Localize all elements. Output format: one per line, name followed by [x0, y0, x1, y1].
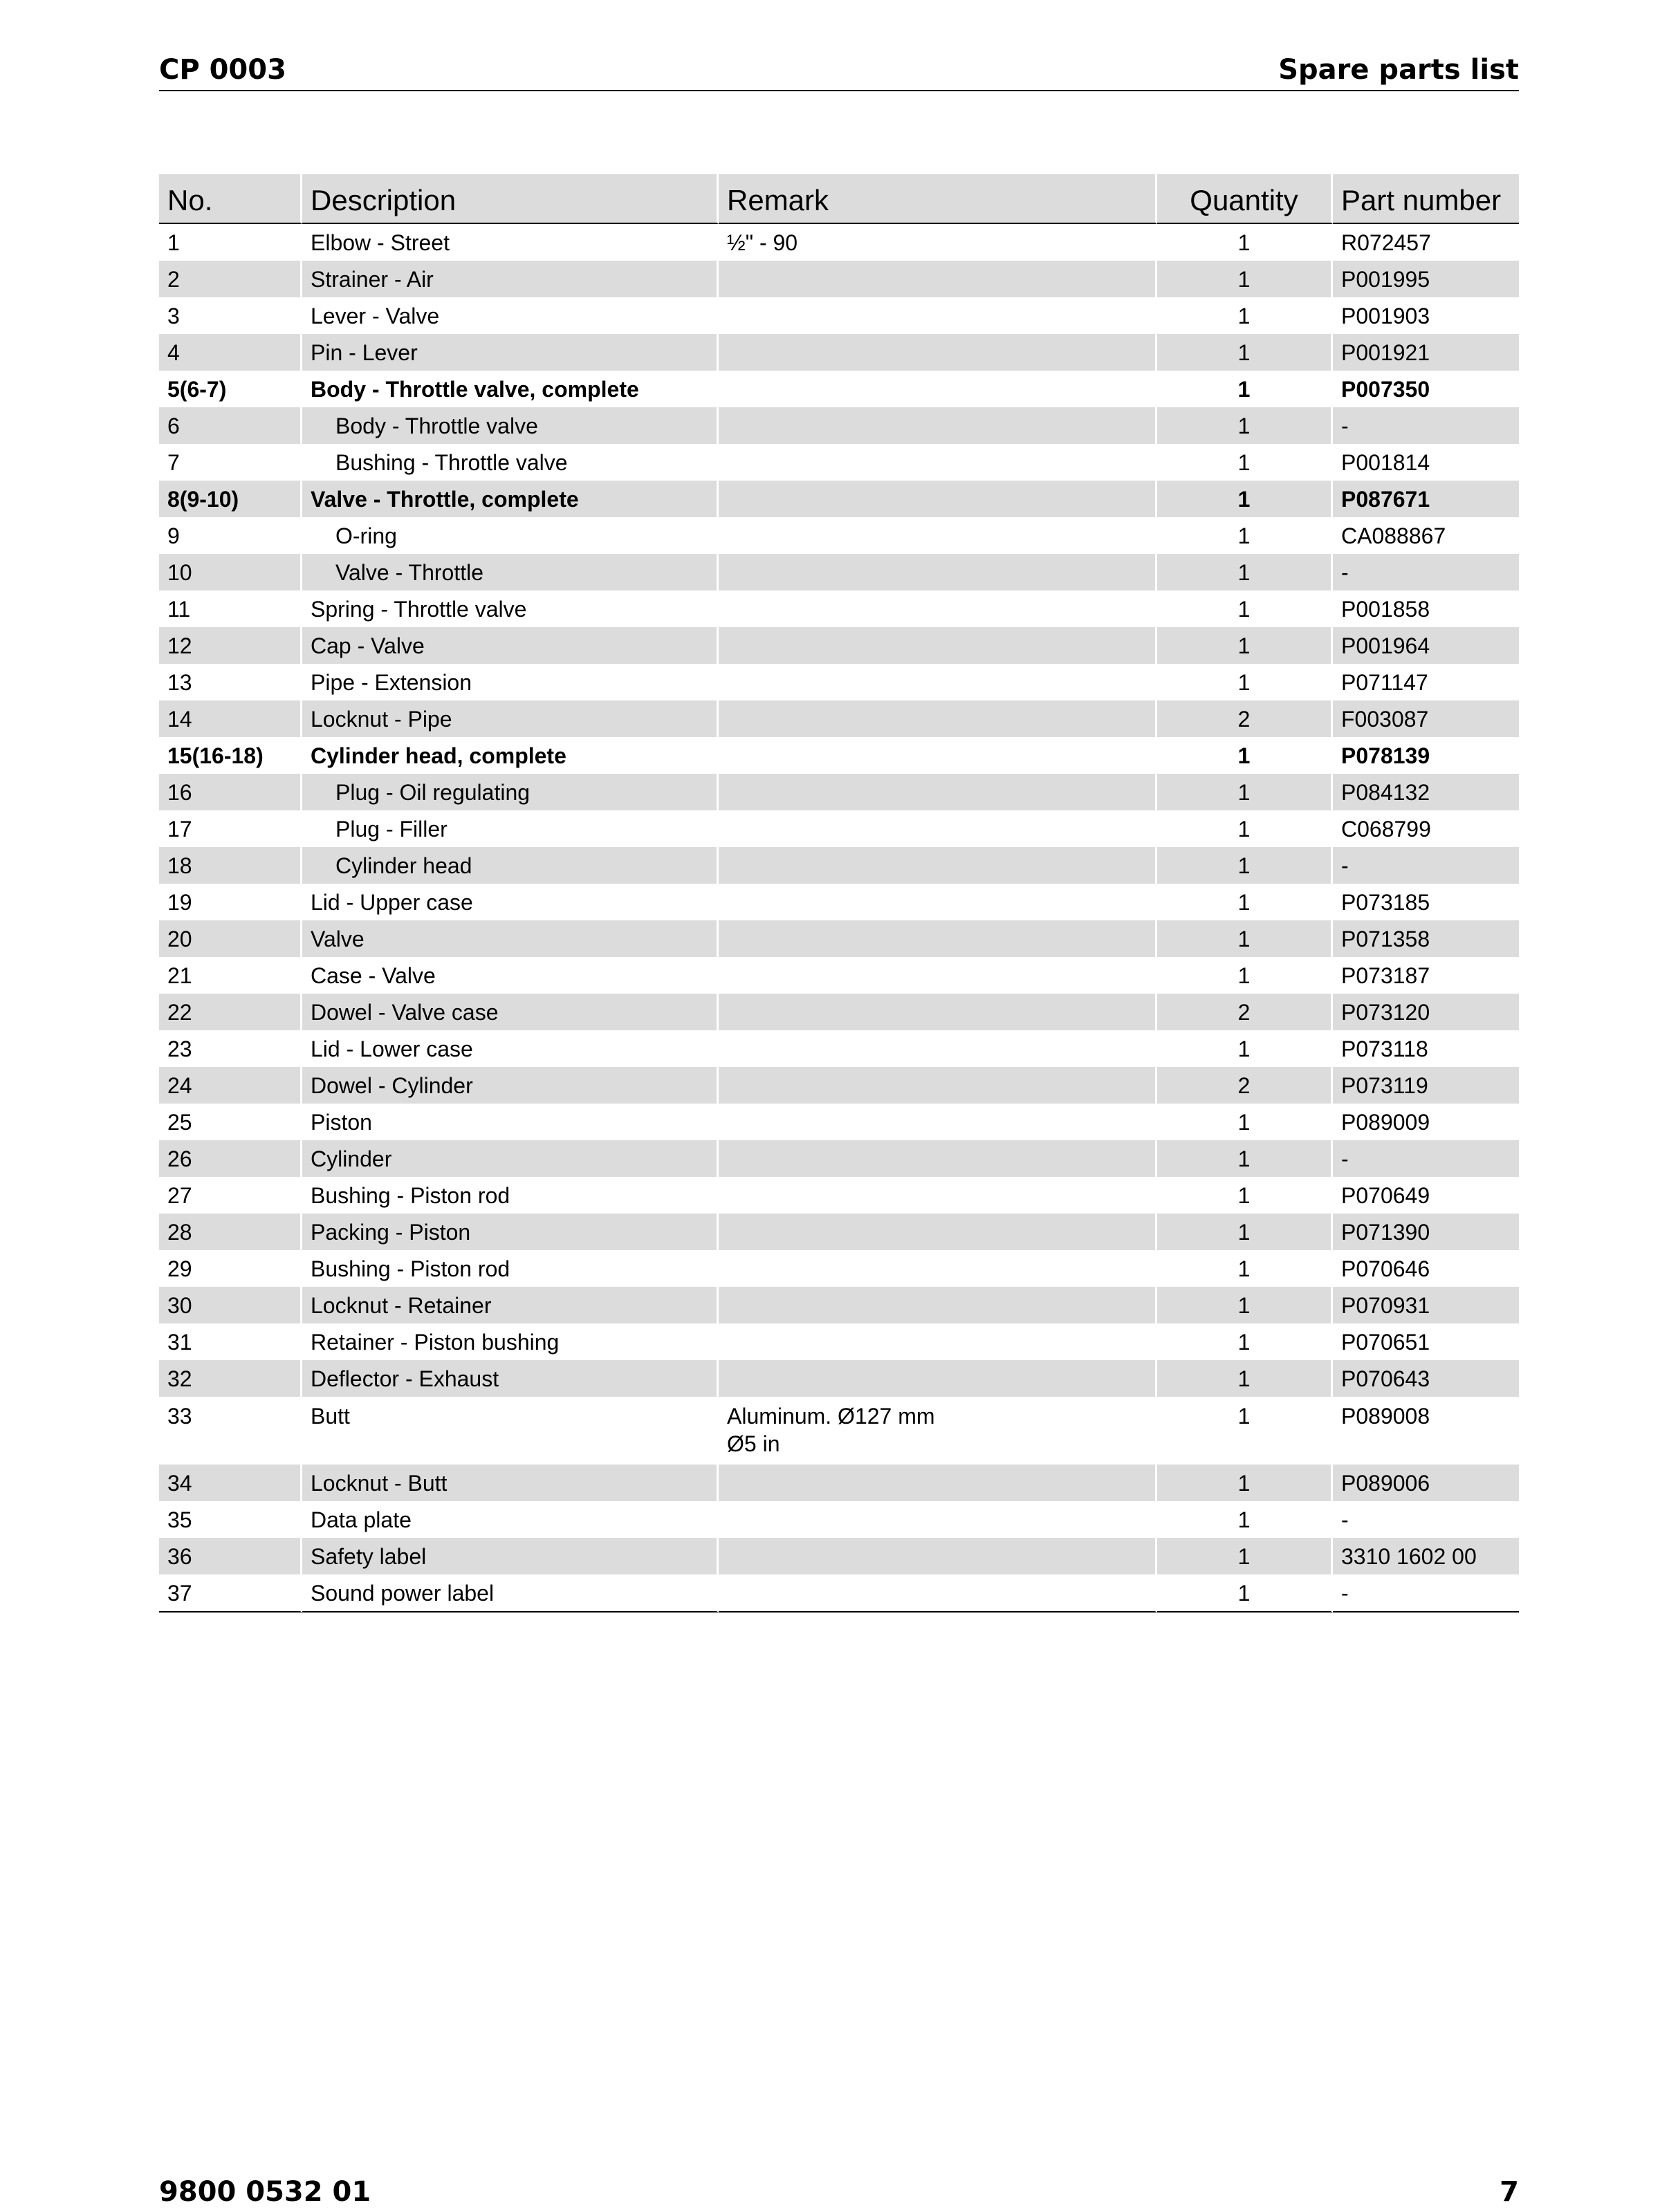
table-row: [159, 591, 1519, 627]
cell-quantity: 1: [1157, 371, 1333, 407]
cell-part-number: P089006: [1333, 1465, 1519, 1501]
cell-quantity: 1: [1157, 664, 1333, 700]
cell-remark: [719, 261, 1157, 297]
table-row: [159, 1177, 1519, 1214]
table-row: [159, 1104, 1519, 1140]
cell-no: 9: [159, 517, 302, 554]
remark-line: Ø5 in: [727, 1431, 780, 1456]
cell-description: Lid - Upper case: [302, 884, 719, 920]
cell-remark: [719, 554, 1157, 591]
cell-description: Dowel - Valve case: [302, 994, 719, 1030]
cell-no: 32: [159, 1360, 302, 1397]
table-row: [159, 810, 1519, 847]
cell-quantity: 1: [1157, 224, 1333, 261]
cell-quantity: 1: [1157, 1501, 1333, 1538]
table-row: [159, 517, 1519, 554]
table-row: [159, 1067, 1519, 1104]
cell-no: 34: [159, 1465, 302, 1501]
cell-no: 18: [159, 847, 302, 884]
cell-quantity: 1: [1157, 1177, 1333, 1214]
cell-description: Deflector - Exhaust: [302, 1360, 719, 1397]
table-row: [159, 407, 1519, 444]
cell-description: Plug - Filler: [302, 810, 719, 847]
cell-part-number: P071147: [1341, 669, 1428, 695]
cell-quantity: 1: [1157, 1287, 1333, 1323]
document-code: CP 0003: [159, 54, 286, 86]
cell-quantity: 1: [1157, 884, 1333, 920]
page-footer: [159, 2175, 1519, 2209]
cell-description: Pipe - Extension: [302, 664, 719, 700]
table-row: [159, 774, 1519, 810]
cell-part-number: P089008: [1341, 1404, 1430, 1429]
cell-description: Butt: [302, 1397, 719, 1465]
cell-no: 19: [159, 884, 302, 920]
cell-description: Safety label: [302, 1538, 719, 1574]
cell-remark: [719, 810, 1157, 847]
table-row: [159, 261, 1519, 297]
table-row: [159, 1538, 1519, 1574]
cell-part-number: -: [1333, 1574, 1519, 1612]
cell-description: Bushing - Piston rod: [302, 1250, 719, 1287]
page-number: 7: [1500, 2176, 1519, 2208]
cell-quantity: 1: [1157, 481, 1333, 517]
table-row: [159, 1465, 1519, 1501]
cell-quantity: 1: [1157, 1574, 1333, 1612]
cell-description: Spring - Throttle valve: [302, 591, 719, 627]
cell-remark: [719, 334, 1157, 371]
table-row: [159, 1397, 1519, 1465]
cell-part-number: P070646: [1341, 1256, 1430, 1281]
table-row: [159, 444, 1519, 481]
page-section-title: Spare parts list: [1278, 54, 1519, 86]
cell-part-number: P070643: [1333, 1360, 1519, 1397]
cell-no: 20: [159, 920, 302, 957]
cell-remark: [719, 847, 1157, 884]
cell-quantity: 1: [1157, 554, 1333, 591]
table-row: [159, 1250, 1519, 1287]
cell-remark: [719, 517, 1157, 554]
cell-description: Elbow - Street: [302, 224, 719, 261]
cell-description: Dowel - Cylinder: [302, 1067, 719, 1104]
cell-no: 30: [159, 1287, 302, 1323]
cell-part-number: -: [1333, 407, 1519, 444]
cell-no: 37: [159, 1574, 302, 1612]
cell-no: 6: [159, 407, 302, 444]
cell-description: Cylinder head, complete: [302, 737, 719, 774]
cell-part-number: -: [1333, 847, 1519, 884]
cell-quantity: 1: [1157, 334, 1333, 371]
cell-part-number: C068799: [1341, 816, 1431, 842]
cell-no: 17: [159, 810, 302, 847]
cell-part-number: P070931: [1333, 1287, 1519, 1323]
table-row: [159, 700, 1519, 737]
cell-quantity: 1: [1157, 1397, 1333, 1465]
cell-remark: [719, 884, 1157, 920]
cell-no: 12: [159, 627, 302, 664]
cell-description: Piston: [302, 1104, 719, 1140]
cell-no: 22: [159, 994, 302, 1030]
cell-no: 10: [159, 554, 302, 591]
cell-no: 4: [159, 334, 302, 371]
table-row: [159, 847, 1519, 884]
cell-description: Locknut - Butt: [302, 1465, 719, 1501]
cell-quantity: 1: [1157, 1360, 1333, 1397]
table-header-row: [159, 174, 1519, 224]
cell-part-number: -: [1333, 554, 1519, 591]
cell-quantity: 1: [1157, 1323, 1333, 1360]
table-row: [159, 957, 1519, 994]
table-row: [159, 1360, 1519, 1397]
column-header-no: No.: [159, 174, 302, 224]
cell-quantity: 1: [1157, 1104, 1333, 1140]
cell-description: Valve: [302, 920, 719, 957]
cell-remark: [719, 1140, 1157, 1177]
cell-part-number: P070651: [1341, 1329, 1430, 1355]
cell-description: Retainer - Piston bushing: [302, 1323, 719, 1360]
cell-remark: [719, 1104, 1157, 1140]
cell-quantity: 1: [1157, 1030, 1333, 1067]
cell-remark: [719, 1323, 1157, 1360]
cell-no: 23: [159, 1030, 302, 1067]
cell-remark: [719, 1287, 1157, 1323]
cell-remark: [719, 1538, 1157, 1574]
cell-remark: [719, 994, 1157, 1030]
table-body: [159, 224, 1519, 1612]
cell-no: 26: [159, 1140, 302, 1177]
cell-remark: [719, 1067, 1157, 1104]
cell-remark: [719, 1250, 1157, 1287]
cell-quantity: 2: [1157, 1067, 1333, 1104]
cell-part-number: 3310 1602 00: [1333, 1538, 1519, 1574]
cell-description: Data plate: [302, 1501, 719, 1538]
cell-part-number: P071390: [1333, 1214, 1519, 1250]
cell-part-number: P070649: [1341, 1182, 1430, 1208]
cell-remark: [719, 1177, 1157, 1214]
cell-remark: [719, 737, 1157, 774]
cell-part-number: P084132: [1333, 774, 1519, 810]
table-row: [159, 1214, 1519, 1250]
column-header-part-number: Part number: [1333, 174, 1519, 224]
table-row: [159, 1323, 1519, 1360]
cell-remark: [719, 444, 1157, 481]
cell-description: Cylinder: [302, 1140, 719, 1177]
cell-no: 13: [159, 664, 302, 700]
table-row: [159, 664, 1519, 700]
table-row: [159, 1140, 1519, 1177]
cell-quantity: 1: [1157, 1465, 1333, 1501]
cell-remark: [719, 407, 1157, 444]
cell-description: Valve - Throttle, complete: [302, 481, 719, 517]
cell-quantity: 1: [1157, 1250, 1333, 1287]
cell-quantity: 1: [1157, 591, 1333, 627]
cell-description: Cap - Valve: [302, 627, 719, 664]
cell-quantity: 1: [1157, 1140, 1333, 1177]
cell-remark: [719, 1397, 1157, 1465]
cell-remark: [719, 1465, 1157, 1501]
cell-description: Bushing - Throttle valve: [302, 444, 719, 481]
table-row: [159, 994, 1519, 1030]
cell-no: 31: [159, 1323, 302, 1360]
cell-part-number: P073119: [1333, 1067, 1519, 1104]
cell-quantity: 1: [1157, 261, 1333, 297]
column-header-description: Description: [302, 174, 719, 224]
cell-no: 25: [159, 1104, 302, 1140]
cell-remark: [719, 957, 1157, 994]
cell-remark: [719, 481, 1157, 517]
column-header-quantity: Quantity: [1157, 174, 1333, 224]
cell-part-number: P073120: [1333, 994, 1519, 1030]
cell-no: 28: [159, 1214, 302, 1250]
cell-description: Body - Throttle valve: [302, 407, 719, 444]
cell-description: Lid - Lower case: [302, 1030, 719, 1067]
cell-description: Bushing - Piston rod: [302, 1177, 719, 1214]
cell-part-number: P089009: [1341, 1109, 1430, 1135]
cell-description: Locknut - Pipe: [302, 700, 719, 737]
cell-no: 7: [159, 444, 302, 481]
cell-description: Strainer - Air: [302, 261, 719, 297]
cell-quantity: 1: [1157, 517, 1333, 554]
cell-no: 5(6-7): [159, 371, 302, 407]
cell-remark: [719, 297, 1157, 334]
cell-no: 21: [159, 957, 302, 994]
cell-quantity: 1: [1157, 774, 1333, 810]
table-row: [159, 481, 1519, 517]
cell-remark: [719, 774, 1157, 810]
cell-description: Plug - Oil regulating: [302, 774, 719, 810]
cell-description: Packing - Piston: [302, 1214, 719, 1250]
cell-quantity: 1: [1157, 920, 1333, 957]
remark-line: Aluminum. Ø127 mm: [727, 1404, 935, 1429]
table-row: [159, 334, 1519, 371]
cell-part-number: F003087: [1333, 700, 1519, 737]
cell-part-number: P001964: [1333, 627, 1519, 664]
cell-part-number: P001995: [1333, 261, 1519, 297]
cell-remark: [719, 664, 1157, 700]
document-number: 9800 0532 01: [159, 2176, 371, 2208]
cell-remark: [719, 1030, 1157, 1067]
cell-quantity: 1: [1157, 1214, 1333, 1250]
cell-remark: [719, 591, 1157, 627]
cell-description: Locknut - Retainer: [302, 1287, 719, 1323]
cell-remark: [719, 700, 1157, 737]
cell-part-number: -: [1333, 1140, 1519, 1177]
cell-part-number: P078139: [1341, 743, 1430, 768]
cell-description: Sound power label: [302, 1574, 719, 1612]
table-row: [159, 1501, 1519, 1538]
cell-quantity: 1: [1157, 444, 1333, 481]
cell-no: 29: [159, 1250, 302, 1287]
cell-remark: [719, 1501, 1157, 1538]
cell-no: 15(16-18): [159, 737, 302, 774]
cell-part-number: -: [1341, 1507, 1349, 1532]
cell-no: 11: [159, 591, 302, 627]
cell-description: Cylinder head: [302, 847, 719, 884]
cell-description: Valve - Throttle: [302, 554, 719, 591]
table-row: [159, 371, 1519, 407]
cell-quantity: 1: [1157, 957, 1333, 994]
cell-quantity: 1: [1157, 407, 1333, 444]
cell-quantity: 1: [1157, 737, 1333, 774]
cell-no: 3: [159, 297, 302, 334]
cell-no: 8(9-10): [159, 481, 302, 517]
cell-part-number: P001921: [1333, 334, 1519, 371]
cell-part-number: CA088867: [1341, 523, 1446, 548]
cell-part-number: P001903: [1341, 303, 1430, 328]
cell-quantity: 1: [1157, 810, 1333, 847]
cell-part-number: P073185: [1341, 889, 1430, 915]
cell-remark: [719, 627, 1157, 664]
cell-remark: [719, 1360, 1157, 1397]
cell-no: 36: [159, 1538, 302, 1574]
table-row: [159, 224, 1519, 261]
table-row: [159, 1287, 1519, 1323]
cell-part-number: P073118: [1341, 1036, 1428, 1061]
table-row: [159, 884, 1519, 920]
column-header-remark: Remark: [719, 174, 1157, 224]
cell-no: 1: [159, 224, 302, 261]
cell-description: Pin - Lever: [302, 334, 719, 371]
cell-no: 35: [159, 1501, 302, 1538]
cell-remark: [719, 224, 1157, 261]
cell-description: O-ring: [302, 517, 719, 554]
table-row: [159, 920, 1519, 957]
cell-part-number: P001858: [1341, 596, 1430, 622]
cell-quantity: 1: [1157, 847, 1333, 884]
table-row: [159, 627, 1519, 664]
cell-no: 14: [159, 700, 302, 737]
cell-quantity: 2: [1157, 700, 1333, 737]
table-row: [159, 737, 1519, 774]
cell-remark: [719, 371, 1157, 407]
cell-part-number: P087671: [1333, 481, 1519, 517]
table-row: [159, 1574, 1519, 1612]
table-row: [159, 297, 1519, 334]
cell-quantity: 1: [1157, 1538, 1333, 1574]
cell-no: 27: [159, 1177, 302, 1214]
cell-remark: [719, 1214, 1157, 1250]
cell-remark: [719, 1574, 1157, 1612]
page-header: [159, 50, 1519, 91]
cell-remark: [719, 920, 1157, 957]
cell-description: Body - Throttle valve, complete: [302, 371, 719, 407]
spare-parts-table: [159, 174, 1519, 1612]
remark-line: ½" - 90: [727, 230, 798, 255]
cell-part-number: P071358: [1333, 920, 1519, 957]
cell-no: 33: [159, 1397, 302, 1465]
cell-no: 24: [159, 1067, 302, 1104]
cell-quantity: 1: [1157, 627, 1333, 664]
cell-description: Lever - Valve: [302, 297, 719, 334]
table-row: [159, 1030, 1519, 1067]
cell-quantity: 2: [1157, 994, 1333, 1030]
cell-part-number: P001814: [1341, 449, 1430, 475]
cell-part-number: P073187: [1341, 963, 1430, 988]
cell-part-number: P007350: [1341, 376, 1430, 402]
cell-no: 16: [159, 774, 302, 810]
cell-quantity: 1: [1157, 297, 1333, 334]
cell-no: 2: [159, 261, 302, 297]
cell-part-number: R072457: [1341, 230, 1431, 255]
cell-description: Case - Valve: [302, 957, 719, 994]
table-row: [159, 554, 1519, 591]
